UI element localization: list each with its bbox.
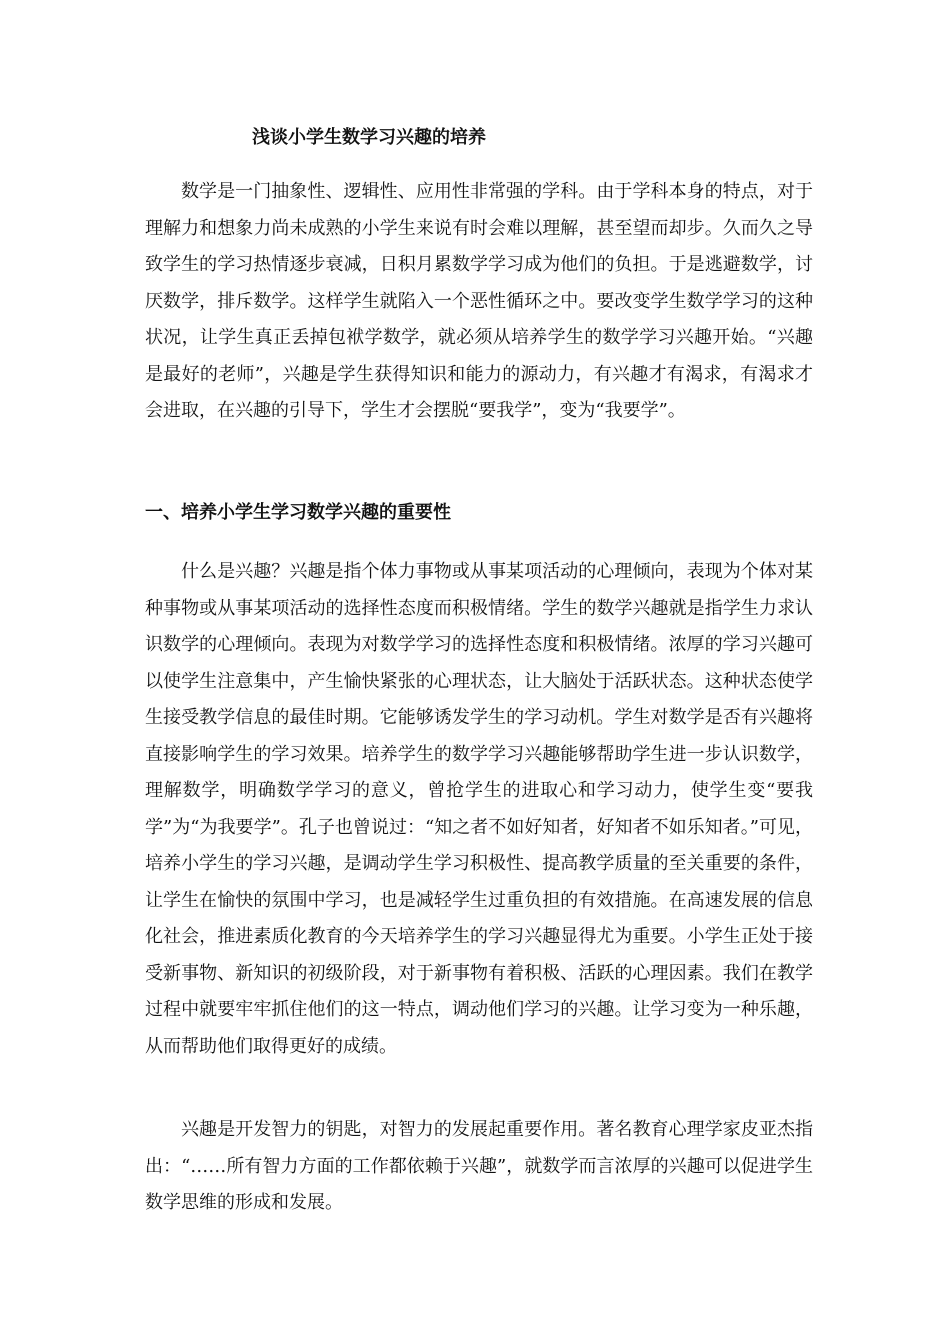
- section-paragraph-2: 兴趣是开发智力的钥匙，对智力的发展起重要作用。著名教育心理学家皮亚杰指出：“……所有智力方面的工作都依赖于兴趣”，就数学而言浓厚的兴趣可以促进学生数学思维的形成和发展。: [145, 1119, 813, 1213]
- document-title: 浅谈小学生数学习兴趣的培养: [252, 127, 486, 148]
- section-heading: 一、培养小学生学习数学兴趣的重要性: [145, 502, 451, 523]
- intro-paragraph: 数学是一门抽象性、逻辑性、应用性非常强的学科。由于学科本身的特点，对于理解力和想象力尚未成熟的小学生来说有时会难以理解，甚至望而却步。久而久之导致学生的学习热情逐步衰减，日积月累数学学习成为他们的负担。于是逃避数学，讨厌数学，排斥数学。这样学生就陷入一个恶性循环之中。要改变学生数学学习的这种状况，让学生真正丢掉包袱学数学，就必须从培养学生的数学学习兴趣开始。“兴趣是最好的老师”，兴趣是学生获得知识和能力的源动力，有兴趣才有渴求，有渴求才会进取，在兴趣的引导下，学生才会摆脱“要我学”，变为“我要学”。: [145, 181, 813, 421]
- section-paragraph-1: 什么是兴趣？兴趣是指个体力事物或从事某项活动的心理倾向，表现为个体对某种事物或从事某项活动的选择性态度而积极情绪。学生的数学兴趣就是指学生力求认识数学的心理倾向。表现为对数学学习的选择性态度和积极情绪。浓厚的学习兴趣可以使学生注意集中，产生愉快紧张的心理状态，让大脑处于活跃状态。这种状态使学生接受教学信息的最佳时期。它能够诱发学生的学习动机。学生对数学是否有兴趣将直接影响学生的学习效果。培养学生的数学学习兴趣能够帮助学生进一步认识数学，理解数学，明确数学学习的意义，曾抢学生的进取心和学习动力，使学生变“要我学”为“为我要学”。孔子也曾说过：“知之者不如好知者，好知者不如乐知者。”可见，培养小学生的学习兴趣，是调动学生学习积极性、提高教学质量的至关重要的条件，让学生在愉快的氛围中学习，也是减轻学生过重负担的有效措施。在高速发展的信息化社会，推进素质化教育的今天培养学生的学习兴趣显得尤为重要。小学生正处于接受新事物、新知识的初级阶段，对于新事物有着积极、活跃的心理因素。我们在教学过程中就要牢牢抓住他们的这一特点，调动他们学习的兴趣。让学习变为一种乐趣，从而帮助他们取得更好的成绩。: [145, 561, 813, 1057]
